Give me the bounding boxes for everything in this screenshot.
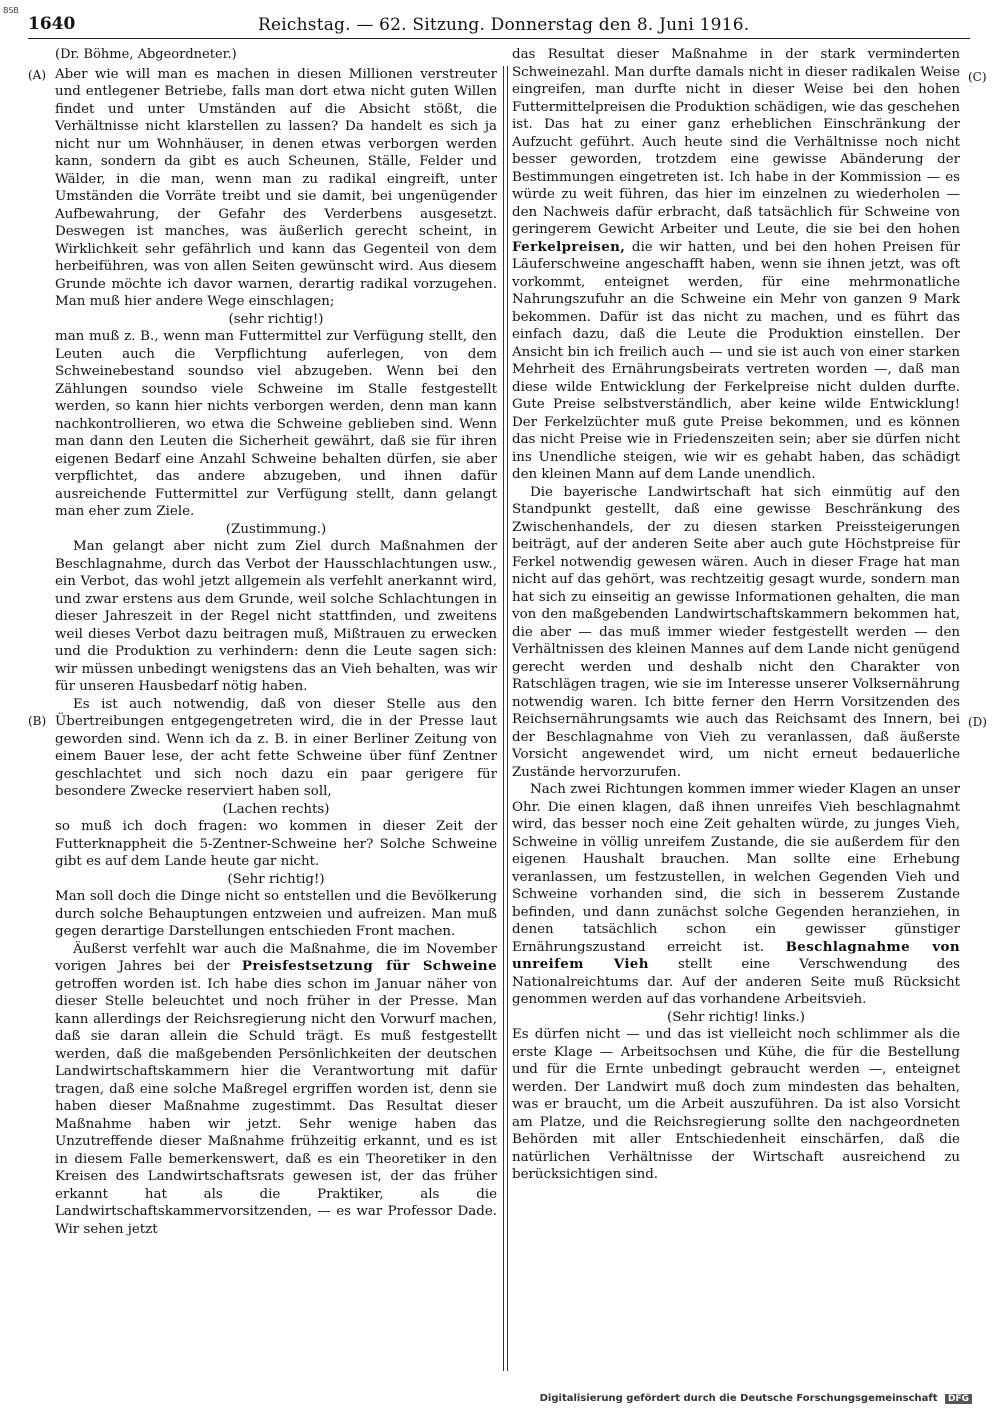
margin-mark-c: (C) bbox=[968, 70, 987, 84]
margin-mark-a: (A) bbox=[28, 68, 47, 82]
interjection: (Lachen rechts) bbox=[222, 801, 330, 817]
running-title: Reichstag. — 62. Sitzung. Donnerstag den 8. Juni 1916. bbox=[258, 15, 750, 35]
page-number: 1640 bbox=[28, 14, 76, 34]
text-run: das Resultat dieser Maßnahme in der stark verminderten Schweinezahl. Man durfte damals nicht in dieser radikalen Weise eingreifen, man durfte nicht in dieser Weise bei den hohen Futtermittelpreisen die Produktion schädigen, wie das geschehen ist. Das hat zu einer ganz erheblichen Einschränkung der Aufzucht geführt. Auch heute sind die Verhältnisse noch nicht besser geworden, trotzdem eine gewisse Abänderung der Bestimmungen eingetreten ist. Ich habe in der Kommission — es würde zu weit führen, das hier im einzelnen zu wiederholen — den Nachweis dafür erbracht, daß tatsächlich für Schweine von geringerem Gewicht Arbeiter und Leute, die sie bei den hohen bbox=[512, 47, 960, 237]
paragraph: Man gelangt aber nicht zum Ziel durch Maßnahmen der Beschlagnahme, durch das Verbot der Hausschlachtungen usw., ein Verbot, das wohl jetzt allgemein als verfehlt anerkannt wird, und zwar erstens aus dem Grunde, weil solche Schlachtungen in dieser Jahreszeit in der Regel nicht stattfinden, und zweitens weil dieses Verbot dazu beitragen muß, Mißtrauen zu erwecken und die Produktion zu verhindern: denn die Leute sagen sich: wir müssen unbedingt wenigstens das an Vieh behalten, was wir für unseren Hausbedarf nötig haben. bbox=[55, 539, 497, 694]
dfg-logo: DFG bbox=[945, 1394, 972, 1404]
paragraph: so muß ich doch fragen: wo kommen in dieser Zeit der Futterknappheit die 5-Zentner-Schweine her? Solche Schweine gibt es auf dem Lande heute gar nicht. bbox=[55, 819, 497, 869]
interjection: (Sehr richtig! links.) bbox=[667, 1009, 805, 1025]
text-run: Äußerst verfehlt war auch die Maßnahme, die im November vorigen Jahres bei der bbox=[55, 941, 497, 974]
paragraph: Es ist auch notwendig, daß von dieser Stelle aus den Übertreibungen entgegengetreten wird, die in der Presse laut geworden sind. Wenn ich da z. B. in einer Berliner Zeitung von einem Bauer lese, der acht fette Schweine über fünf Zentner geschlachtet und sich noch dazu ein paar gerigere für besondere Zwecke reserviert haben soll, bbox=[55, 696, 497, 799]
interjection: (sehr richtig!) bbox=[228, 311, 324, 327]
library-corner-mark: BSB bbox=[3, 6, 19, 15]
interjection: (Zustimmung.) bbox=[225, 521, 327, 537]
paragraph: man muß z. B., wenn man Futtermittel zur Verfügung stellt, den Leuten auch die Verpflichtung auferlegen, von dem Schweinebestand soundso viel abzugeben. Wenn bei den Zählungen soundso viele Schweine im Stalle festgestellt werden, so kann hier nichts verborgen werden, denn man kann nachkontrollieren, wo etwa die Schweine geblieben sind. Wenn man dann den Leuten die Sicherheit gewährt, daß sie für ihren eigenen Bedarf eine Anzahl Schweine behalten dürfen, sie aber verpflichtet, das andere abzugeben, und ihnen dafür ausreichende Futtermittel zur Verfügung stellt, dann gelangt man eher zum Ziele. bbox=[55, 329, 497, 519]
header-rule bbox=[28, 38, 970, 39]
paragraph: Die bayerische Landwirtschaft hat sich einmütig auf den Standpunkt gestellt, daß eine gewisse Beschränkung des Zwischenhandels, der zu diesen starken Preissteigerungen beiträgt, auf der anderen Seite aber auch gute Höchstpreise für Ferkel notwendig gewesen wären. Auch in dieser Frage hat man nicht auf das gehört, was rechtzeitig gesagt wurde, sondern man hat sich zu einseitig an gewisse Informationen gehalten, die man von den maßgebenden Landwirtschaftskammern bekommen hat, die aber — das muß immer wieder festgestellt werden — den Verhältnissen des kleinen Mannes auf dem Lande nicht genügend gerecht werden und deshalb nicht den Charakter von Ratschlägen tragen, wie sie im Interesse unserer Volksernährung notwendig waren. Ich bitte ferner den Herrn Vorsitzenden des Reichsernährungsamts wie auch das Reichsamt des Innern, bei der Beschlagnahme von Vieh zu veranlassen, daß äußerste Vorsicht angewendet wird, um nicht erneut bedauerliche Zustände hervorzurufen. bbox=[512, 484, 960, 780]
margin-mark-d: (D) bbox=[968, 715, 987, 729]
column-divider bbox=[503, 66, 504, 1371]
right-column bbox=[512, 46, 960, 1371]
interjection: (Sehr richtig!) bbox=[227, 871, 325, 887]
paragraph bbox=[512, 46, 960, 484]
paragraph bbox=[512, 781, 960, 1009]
emphasized-term: Preisfestsetzung für Schweine bbox=[241, 958, 497, 974]
paragraph: Man soll doch die Dinge nicht so entstellen und die Bevölkerung durch solche Behauptungen entzweien und aufreizen. Man muß gegen derartige Darstellungen entschieden Front machen. bbox=[55, 889, 497, 939]
text-run: stellt eine Verschwendung des Nationalreichtums dar. Auf der anderen Seite muß Rücksicht genommen werden auf das vorhandene Arbeitsvieh. bbox=[512, 957, 960, 1007]
paragraph bbox=[55, 941, 497, 1239]
text-run: die wir hatten, und bei den hohen Preisen für Läuferschweine angeschafft haben, wenn sie ihnen jetzt, was oft vorkommt, enteignet werden, für eine mehrmonatliche Nahrungszufuhr an die Schweine ein Mehr von ganzen 9 Mark bekommen. Dafür ist das nicht zu machen, und es führt das einfach dazu, daß die Leute die Produktion einstellen. Der Ansicht bin ich freilich auch — und sie ist auch von einer starken Mehrheit des Ernährungsbeirats vertreten worden —, daß man diese wilde Entwicklung der Ferkelpreise nicht dulden durfte. Gute Preise selbstverständlich, aber keine wilde Entwicklung! Der Ferkelzüchter muß gute Preise bekommen, und es können das nicht Preise wie in Friedenszeiten sein; aber sie dürfen nicht ins Unendliche steigen, wie wir es gehabt haben, das schädigt den kleinen Mann auf dem Lande unendlich. bbox=[512, 239, 960, 482]
margin-mark-b: (B) bbox=[28, 714, 47, 728]
column-divider bbox=[507, 66, 508, 1371]
text-run: getroffen worden ist. Ich habe dies schon im Januar näher von dieser Stelle beleuchtet und noch früher in der Presse. Man kann allerdings der Reichsregierung nicht den Vorwurf machen, daß sie daran allein die Schuld trägt. Es muß festgestellt werden, daß die maßgebenden Persönlichkeiten der deutschen Landwirtschaftskammern hier die Verantwortung mit dafür tragen, daß eine solche Maßregel ergriffen worden ist, denn sie haben dieser Maßnahme zugestimmt. Das Resultat dieser Maßnahme haben wir jetzt. Sehr wenige haben das Unzutreffende dieser Maßnahme frühzeitig erkannt, und es ist in diesem Falle bemerkenswert, daß es ein Theoretiker in den Kreisen des Landwirtschaftsrats gewesen ist, der das früher erkannt hat als die Praktiker, als die Landwirtschaftskammervorsitzenden, — es war Professor Dade. Wir sehen jetzt bbox=[55, 976, 497, 1237]
funding-footer bbox=[540, 1393, 972, 1404]
text-run: Nach zwei Richtungen kommen immer wieder Klagen an unser Ohr. Die einen klagen, daß ihnen unreifes Vieh beschlagnahmt wird, das besser noch eine Zeit gehalten würde, zu junges Vieh, Schweine in völlig unreifem Zustande, die sie außerdem für den eigenen Haushalt brauchen. Man sollte eine Erhebung veranlassen, um festzustellen, in welchen Gegenden Vieh und Schweine vorhanden sind, die sich in besserem Zustande befinden, und dann zunächst solche Gegenden heranziehen, in denen tatsächlich schon ein gewisser günstiger Ernährungszustand erreicht ist. bbox=[512, 782, 960, 955]
paragraph: Es dürfen nicht — und das ist vielleicht noch schlimmer als die erste Klage — Arbeitsochsen und Kühe, die für die Bestellung und für die Ernte unbedingt gebraucht werden —, enteignet werden. Der Landwirt muß doch zum mindesten das behalten, was er braucht, um die Arbeit auszuführen. Da ist also Vorsicht am Platze, und die Reichsregierung sollte den nachgeordneten Behörden mit aller Entschiedenheit einschärfen, daß die natürlichen Verhältnisse der Wirtschaft ausreichend zu berücksichtigen sind. bbox=[512, 1027, 960, 1182]
emphasized-term: Beschlagnahme von unreifem Vieh bbox=[512, 938, 960, 972]
speaker-note: (Dr. Böhme, Abgeordneter.) bbox=[55, 47, 237, 62]
paragraph: Aber wie will man es machen in diesen Millionen verstreuter und entlegener Betriebe, falls man dort etwa nicht guten Willen findet und unter Umständen auf die Absicht stößt, die Verhältnisse nicht klarstellen zu lassen? Da handelt es sich ja nicht nur um Wohnhäuser, in denen etwas verborgen werden kann, sondern da gibt es auch Scheunen, Ställe, Felder und Wälder, in die man, wenn man zu radikal eingreift, unter Umständen die Vorräte treibt und sie damit, bei ungenügender Aufbewahrung, der Gefahr des Verderbens ausgesetzt. Deswegen ist manches, was äußerlich gerecht scheint, in Wirklichkeit sehr gefährlich und kann das Gegenteil von dem herbeiführen, was von allen Seiten gewünscht wird. Aus diesem Grunde möchte ich davor warnen, derartig radikal vorzugehen. Man muß hier andere Wege einschlagen; bbox=[55, 66, 497, 309]
emphasized-term: Ferkelpreisen, bbox=[512, 238, 626, 255]
left-column bbox=[55, 46, 497, 1371]
footer-text: Digitalisierung gefördert durch die Deutsche Forschungsgemeinschaft bbox=[539, 1393, 938, 1404]
